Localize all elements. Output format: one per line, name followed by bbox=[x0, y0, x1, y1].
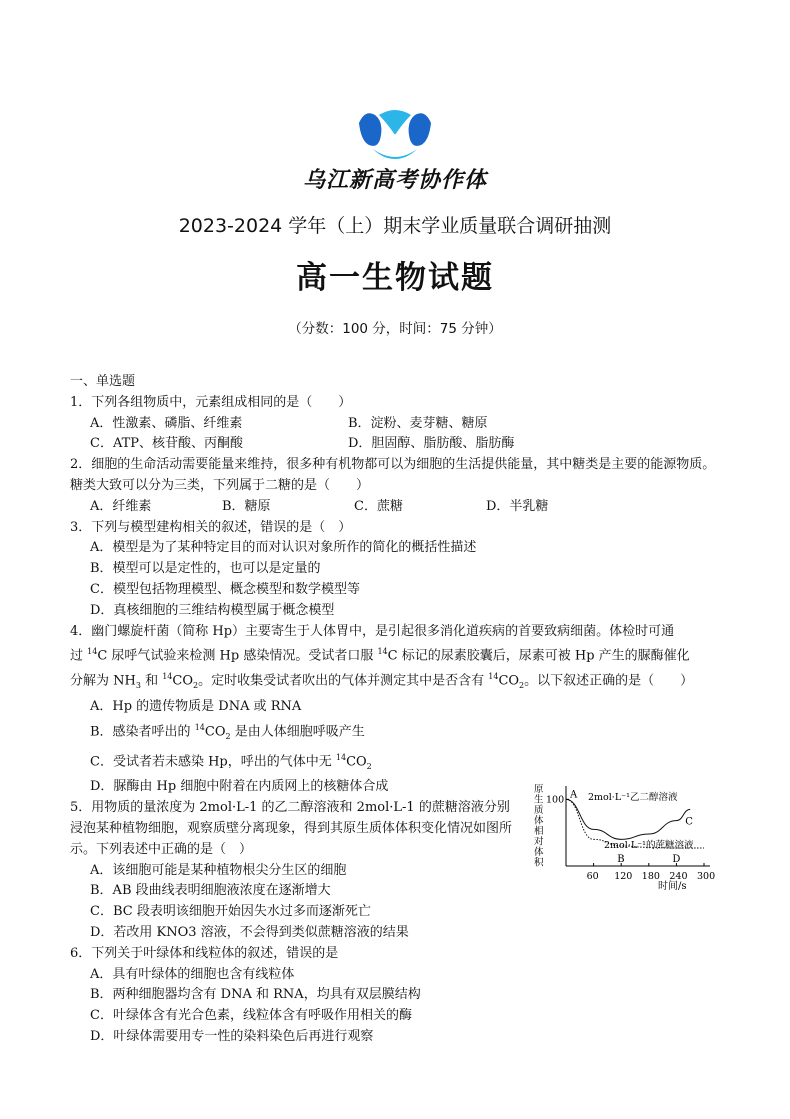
y-axis-label-char: 体 bbox=[534, 815, 544, 827]
q2-options bbox=[70, 497, 720, 518]
q5-volume-chart bbox=[530, 782, 720, 892]
q2-option-d: D．半乳糖 bbox=[486, 498, 549, 514]
q3-option-a: A．模型是为了某种特定目的而对认识对象所作的简化的概括性描述 bbox=[90, 540, 477, 556]
q1-option-d: D．胆固醇、脂肪酸、脂肪酶 bbox=[348, 436, 515, 452]
q3-stem: 3．下列与模型建构相关的叙述，错误的是（ ） bbox=[70, 519, 352, 535]
x-tick-label: 300 bbox=[697, 871, 716, 882]
q5-option-d: D．若改用 KNO3 溶液，不会得到类似蔗糖溶液的结果 bbox=[90, 925, 409, 941]
legend-ethylene-glycol: 2mol·L⁻¹乙二醇溶液 bbox=[588, 792, 678, 803]
point-label-c: C bbox=[685, 816, 693, 828]
q1-options-row2 bbox=[70, 434, 720, 455]
x-tick-label: 120 bbox=[614, 871, 633, 882]
q6-option-c: C．叶绿体含有光合色素，线粒体含有呼吸作用相关的酶 bbox=[90, 1008, 412, 1024]
x-tick-label: 240 bbox=[669, 871, 688, 882]
y-axis-label-char: 质 bbox=[534, 805, 544, 816]
q2-stem: 2．细胞的生命活动需要能量来维持，很多种有机物都可以为细胞的生活提供能量，其中糖类是主要的能源物质。糖类大致可以分为三类，下列属于二糖的是（ ） bbox=[70, 457, 716, 493]
q3-option-d: D．真核细胞的三维结构模型属于概念模型 bbox=[90, 602, 335, 618]
organization-logo bbox=[355, 105, 435, 161]
q4-option-a: A．Hp 的遗传物质是 DNA 或 RNA bbox=[90, 699, 302, 715]
y-axis-label-char: 体 bbox=[534, 847, 544, 858]
q6-stem: 6．下列关于叶绿体和线粒体的叙述，错误的是 bbox=[70, 945, 339, 961]
exam-meta: （分数：100 分，时间：75 分钟） bbox=[288, 321, 502, 337]
q4-stem-line2: 过 $^{14}$C 尿呼气试验来检测 Hp 感染情况。受试者口服 $^{14}$C 标记的尿素胶囊后，尿素可被 Hp 产生的脲酶催化 bbox=[70, 647, 690, 664]
q4-stem-line3: 分解为 $NH_3$ 和 $^{14}CO_2$。定时收集受试者吹出的气体并测定其中是否含有 $^{14}CO_2$。以下叙述正确的是（ ） bbox=[70, 672, 694, 691]
organization-name: 乌江新高考协作体 bbox=[302, 168, 487, 193]
q6-option-d: D．叶绿体需要用专一性的染料染色后再进行观察 bbox=[90, 1029, 374, 1044]
x-tick-label: 60 bbox=[586, 871, 599, 882]
q4-option-b: B．感染者呼出的 $^{14}CO_2$ 是由人体细胞呼吸产生 bbox=[90, 723, 365, 741]
legend-sucrose: 2mol·L⁻¹的蔗糖溶液 bbox=[604, 840, 694, 851]
point-label-d: D bbox=[672, 854, 681, 865]
q1-option-a: A．性激素、磷脂、纤维素 bbox=[90, 415, 243, 431]
y-axis-label-char: 相 bbox=[534, 826, 544, 837]
q3-option-b: B．模型可以是定性的，也可以是定量的 bbox=[90, 561, 321, 577]
q6-option-a: A．具有叶绿体的细胞也含有线粒体 bbox=[90, 966, 295, 982]
q5-option-b: B．AB 段曲线表明细胞液浓度在逐渐增大 bbox=[90, 883, 331, 899]
question-body bbox=[70, 372, 720, 1048]
point-label-a: A bbox=[570, 789, 578, 801]
q4-option-d: D．脲酶由 Hp 细胞中附着在内质网上的核糖体合成 bbox=[90, 779, 389, 795]
y-axis-label-char: 积 bbox=[534, 857, 544, 869]
y-tick-label: 100 bbox=[546, 794, 565, 806]
q2-option-a: A．纤维素 bbox=[90, 498, 152, 514]
q2-option-b: B．糖原 bbox=[222, 498, 271, 514]
q4-option-c: C．受试者若未感染 Hp，呼出的气体中无 $^{14}CO_2$ bbox=[90, 752, 372, 771]
q5-stem: 5．用物质的量浓度为 2mol·L-1 的乙二醇溶液和 2mol·L-1 的蔗糖溶液分别浸泡某种植物细胞，观察质壁分离现象，得到其原生质体体积变化情况如图所示。下列表述中正确的是（ ） bbox=[70, 800, 513, 857]
q1-options-row1 bbox=[70, 414, 720, 435]
y-axis-label-char: 原 bbox=[534, 784, 544, 795]
q1-option-b: B．淀粉、麦芽糖、糖原 bbox=[348, 415, 488, 431]
section-label: 一、单选题 bbox=[70, 374, 136, 389]
q3-option-c: C．模型包括物理模型、概念模型和数学模型等 bbox=[90, 581, 360, 597]
x-axis-label: 时间/s bbox=[658, 881, 687, 892]
q4-stem-line1: 4．幽门螺旋杆菌（简称 Hp）主要寄生于人体胃中，是引起很多消化道疾病的首要致病细菌。体检时可通 bbox=[70, 623, 675, 639]
page-title: 高一生物试题 bbox=[296, 260, 494, 296]
q1-stem: 1．下列各组物质中，元素组成相同的是（ ） bbox=[70, 394, 352, 410]
y-axis-label bbox=[534, 784, 544, 869]
q2-option-c: C．蔗糖 bbox=[354, 498, 403, 514]
q6-option-b: B．两种细胞器均含有 DNA 和 RNA，均具有双层膜结构 bbox=[90, 987, 421, 1003]
series-line-ethylene-glycol bbox=[566, 799, 690, 839]
x-tick-label: 180 bbox=[641, 871, 660, 882]
q5-option-c: C．BC 段表明该细胞开始因失水过多而逐渐死亡 bbox=[90, 904, 371, 920]
q5-option-a: A．该细胞可能是某种植物根尖分生区的细胞 bbox=[90, 862, 347, 878]
y-axis-label-char: 对 bbox=[534, 836, 544, 848]
y-axis-label-char: 生 bbox=[534, 794, 544, 806]
q1-option-c: C．ATP、核苷酸、丙酮酸 bbox=[90, 436, 244, 452]
point-label-b: B bbox=[617, 854, 625, 865]
exam-term: 2023-2024 学年（上）期末学业质量联合调研抽测 bbox=[178, 215, 612, 237]
